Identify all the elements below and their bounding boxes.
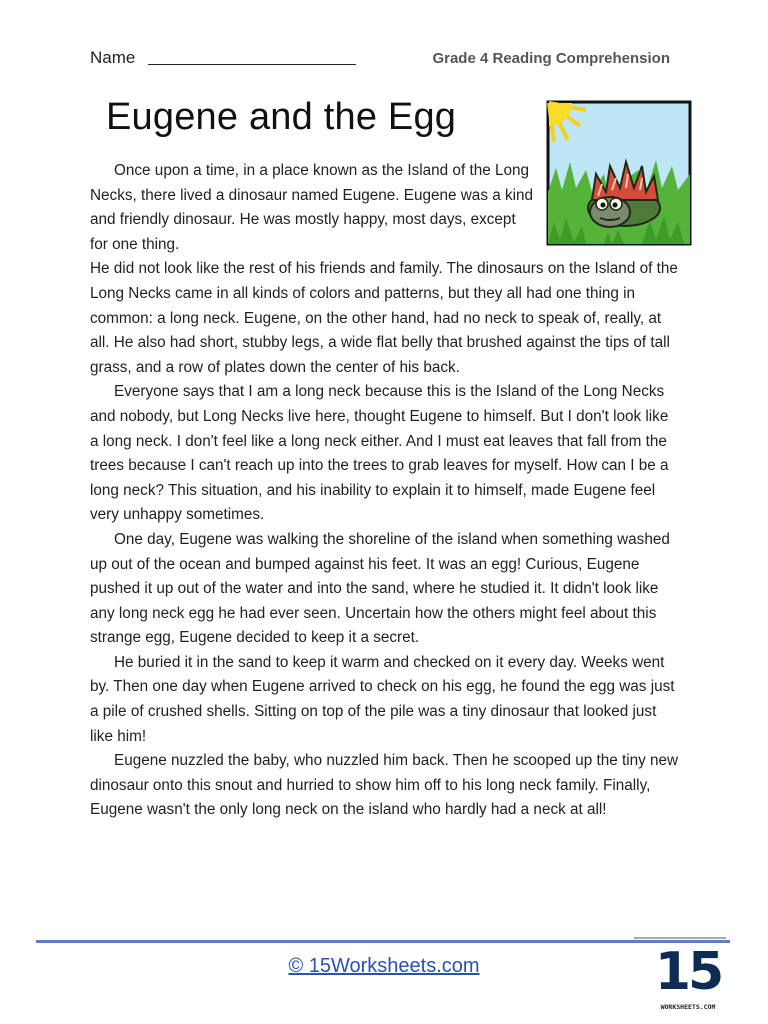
site-logo [648,942,728,1016]
story-paragraph: Once upon a time, in a place known as the Island of the Long Necks, there lived a dinosaur named Eugene. Eugene was a kind and friendly dinosaur. He was mostly happy, most days, except for one thing. [90,162,534,253]
story-title: Eugene and the Egg [106,96,457,138]
footer-divider [36,940,730,943]
story-paragraph: Eugene nuzzled the baby, who nuzzled him back. Then he scooped up the tiny new dinosaur onto this snout and hurried to show him off to his long neck family. Finally, Eugene wasn't the only long neck on the island who hardly had a neck at all! [90,752,679,819]
footer-divider-accent [634,937,726,939]
worksheet-header [90,44,670,74]
name-blank-line [148,64,356,65]
story-paragraph: Everyone says that I am a long neck because this is the Island of the Long Necks and nobody, but Long Necks live here, thought Eugene to himself. But I don't look like a long neck. I don't feel like a long neck either. And I must eat leaves that fall from the trees because I can't reach up into the trees to grab leaves for myself. How can I be a long neck? This situation, and his inability to explain it to himself, made Eugene feel very unhappy sometimes. [90,383,669,524]
footer-copyright-link[interactable]: © 15Worksheets.com [288,955,480,977]
story-text [90,159,680,823]
grade-label: Grade 4 Reading Comprehension [432,50,670,67]
story-paragraph: One day, Eugene was walking the shoreline of the island when something washed up out of the ocean and bumped against his feet. It was an egg! Curious, Eugene pushed it up out of the water and into the sand, where he studied it. It didn't look like any long neck egg he had ever seen. Uncertain how the others might feel about this strange egg, Eugene decided to keep it a secret. [90,530,670,647]
story-paragraph: He did not look like the rest of his friends and family. The dinosaurs on the Island of the Long Necks came in all kinds of colors and patterns, but they all had one thing in common: a long neck. Eugene, on the other hand, had no neck to speak of, really, at all. He also had short, stubby legs, a wide flat belly that brushed against the tips of tall grass, and a row of plates down the center of his back. [90,260,678,376]
story-paragraph: He buried it in the sand to keep it warm and checked on it every day. Weeks went by. Then one day when Eugene arrived to check on his egg, he found the egg was just a pile of crushed shells. Sitting on top of the pile was a tiny dinosaur that looked just like him! [90,653,675,745]
logo-text: WORKSHEETS.COM [660,1003,716,1011]
logo-number: 15 [654,942,722,1002]
name-label: Name [90,48,136,67]
